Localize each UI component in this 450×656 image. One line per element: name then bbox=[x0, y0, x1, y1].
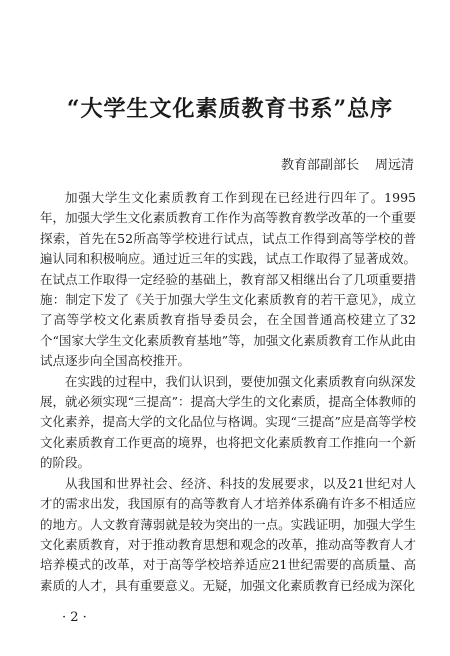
paragraph-3: 从我国和世界社会、经济、科技的发展要求，以及21世纪对人才的需求出发，我国原有的高等教育人才培养体系确有许多不相适应的地方。人文教育薄弱就是较为突出的一点。实践证明，加强大学生文化素质教育，对于推动教育思想和观念的改革，推动高等教育人才培养模式的改革，对于高等学校培养适应21世纪需要的高质量、高素质的人才，具有重要意义。无疑，加强文化素质教育已经成为深化 bbox=[40, 475, 416, 593]
author-byline bbox=[281, 154, 414, 173]
author-position: 教育部副部长 bbox=[280, 158, 359, 173]
body-text bbox=[40, 188, 416, 596]
page-title: “大学生文化素质教育书系”总序 bbox=[66, 96, 394, 122]
paragraph-2: 在实践的过程中，我们认识到，要使加强文化素质教育向纵深发展，就必须实现“三提高”：提高大学生的文化素质，提高全体教师的文化素养，提高大学的文化品位与格调。实现“三提高”应是高等学校文化素质教育工作更高的境界，也将把文化素质教育工作推向一个新的阶段。 bbox=[40, 373, 416, 471]
author-name: 周远清 bbox=[374, 158, 414, 173]
paragraph-1: 加强大学生文化素质教育工作到现在已经进行四年了。1995年，加强大学生文化素质教育工作作为高等教育教学改革的一个重要探索，首先在52所高等学校进行试点，试点工作得到高等学校的普遍认同和积极响应。通过近三年的实践，试点工作取得了显著成效。在试点工作取得一定经验的基础上，教育部又相继出台了几项重要措施：制定下发了《关于加强大学生文化素质教育的若干意见》，成立了高等学校文化素质教育指导委员会，在全国普通高校建立了32个“国家大学生文化素质教育基地”等，加强文化素质教育工作从此由试点逐步向全国高校推开。 bbox=[40, 190, 416, 369]
page-number: · 2 · bbox=[62, 610, 87, 625]
